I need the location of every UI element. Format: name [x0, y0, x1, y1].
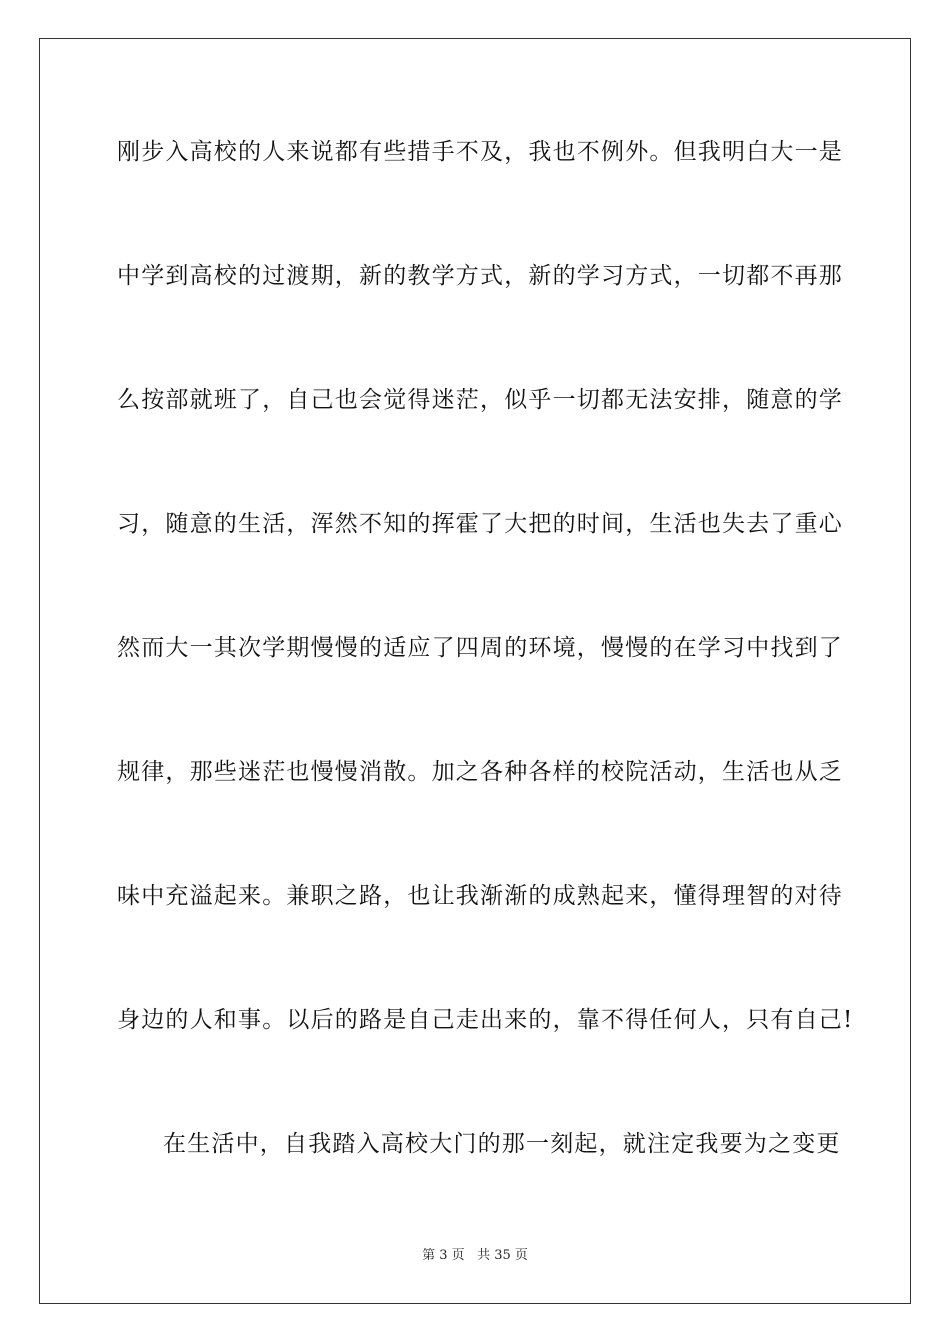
body-text-line: 习，随意的生活，浑然不知的挥霍了大把的时间，生活也失去了重心: [117, 511, 843, 537]
body-text-line: 中学到高校的过渡期，新的教学方式，新的学习方式，一切都不再那: [117, 263, 843, 289]
total-pages: 共 35 页: [477, 1248, 528, 1263]
page-border: [39, 38, 911, 1304]
body-text-line: 味中充溢起来。兼职之路，也让我渐渐的成熟起来，懂得理智的对待: [117, 883, 843, 909]
page-number: 第 3 页: [422, 1248, 465, 1263]
body-text-line: 然而大一其次学期慢慢的适应了四周的环境，慢慢的在学习中找到了: [117, 635, 843, 661]
body-text-line: 身边的人和事。以后的路是自己走出来的，靠不得任何人，只有自己!: [117, 1007, 854, 1033]
body-text-line: 刚步入高校的人来说都有些措手不及，我也不例外。但我明白大一是: [117, 139, 843, 165]
body-text-line: 规律，那些迷茫也慢慢消散。加之各种各样的校院活动，生活也从乏: [117, 759, 843, 785]
page-footer: [0, 1247, 950, 1265]
paragraph-start-line: 在生活中，自我踏入高校大门的那一刻起，就注定我要为之变更: [163, 1131, 841, 1157]
body-text-line: 么按部就班了，自己也会觉得迷茫，似乎一切都无法安排，随意的学: [117, 387, 843, 413]
